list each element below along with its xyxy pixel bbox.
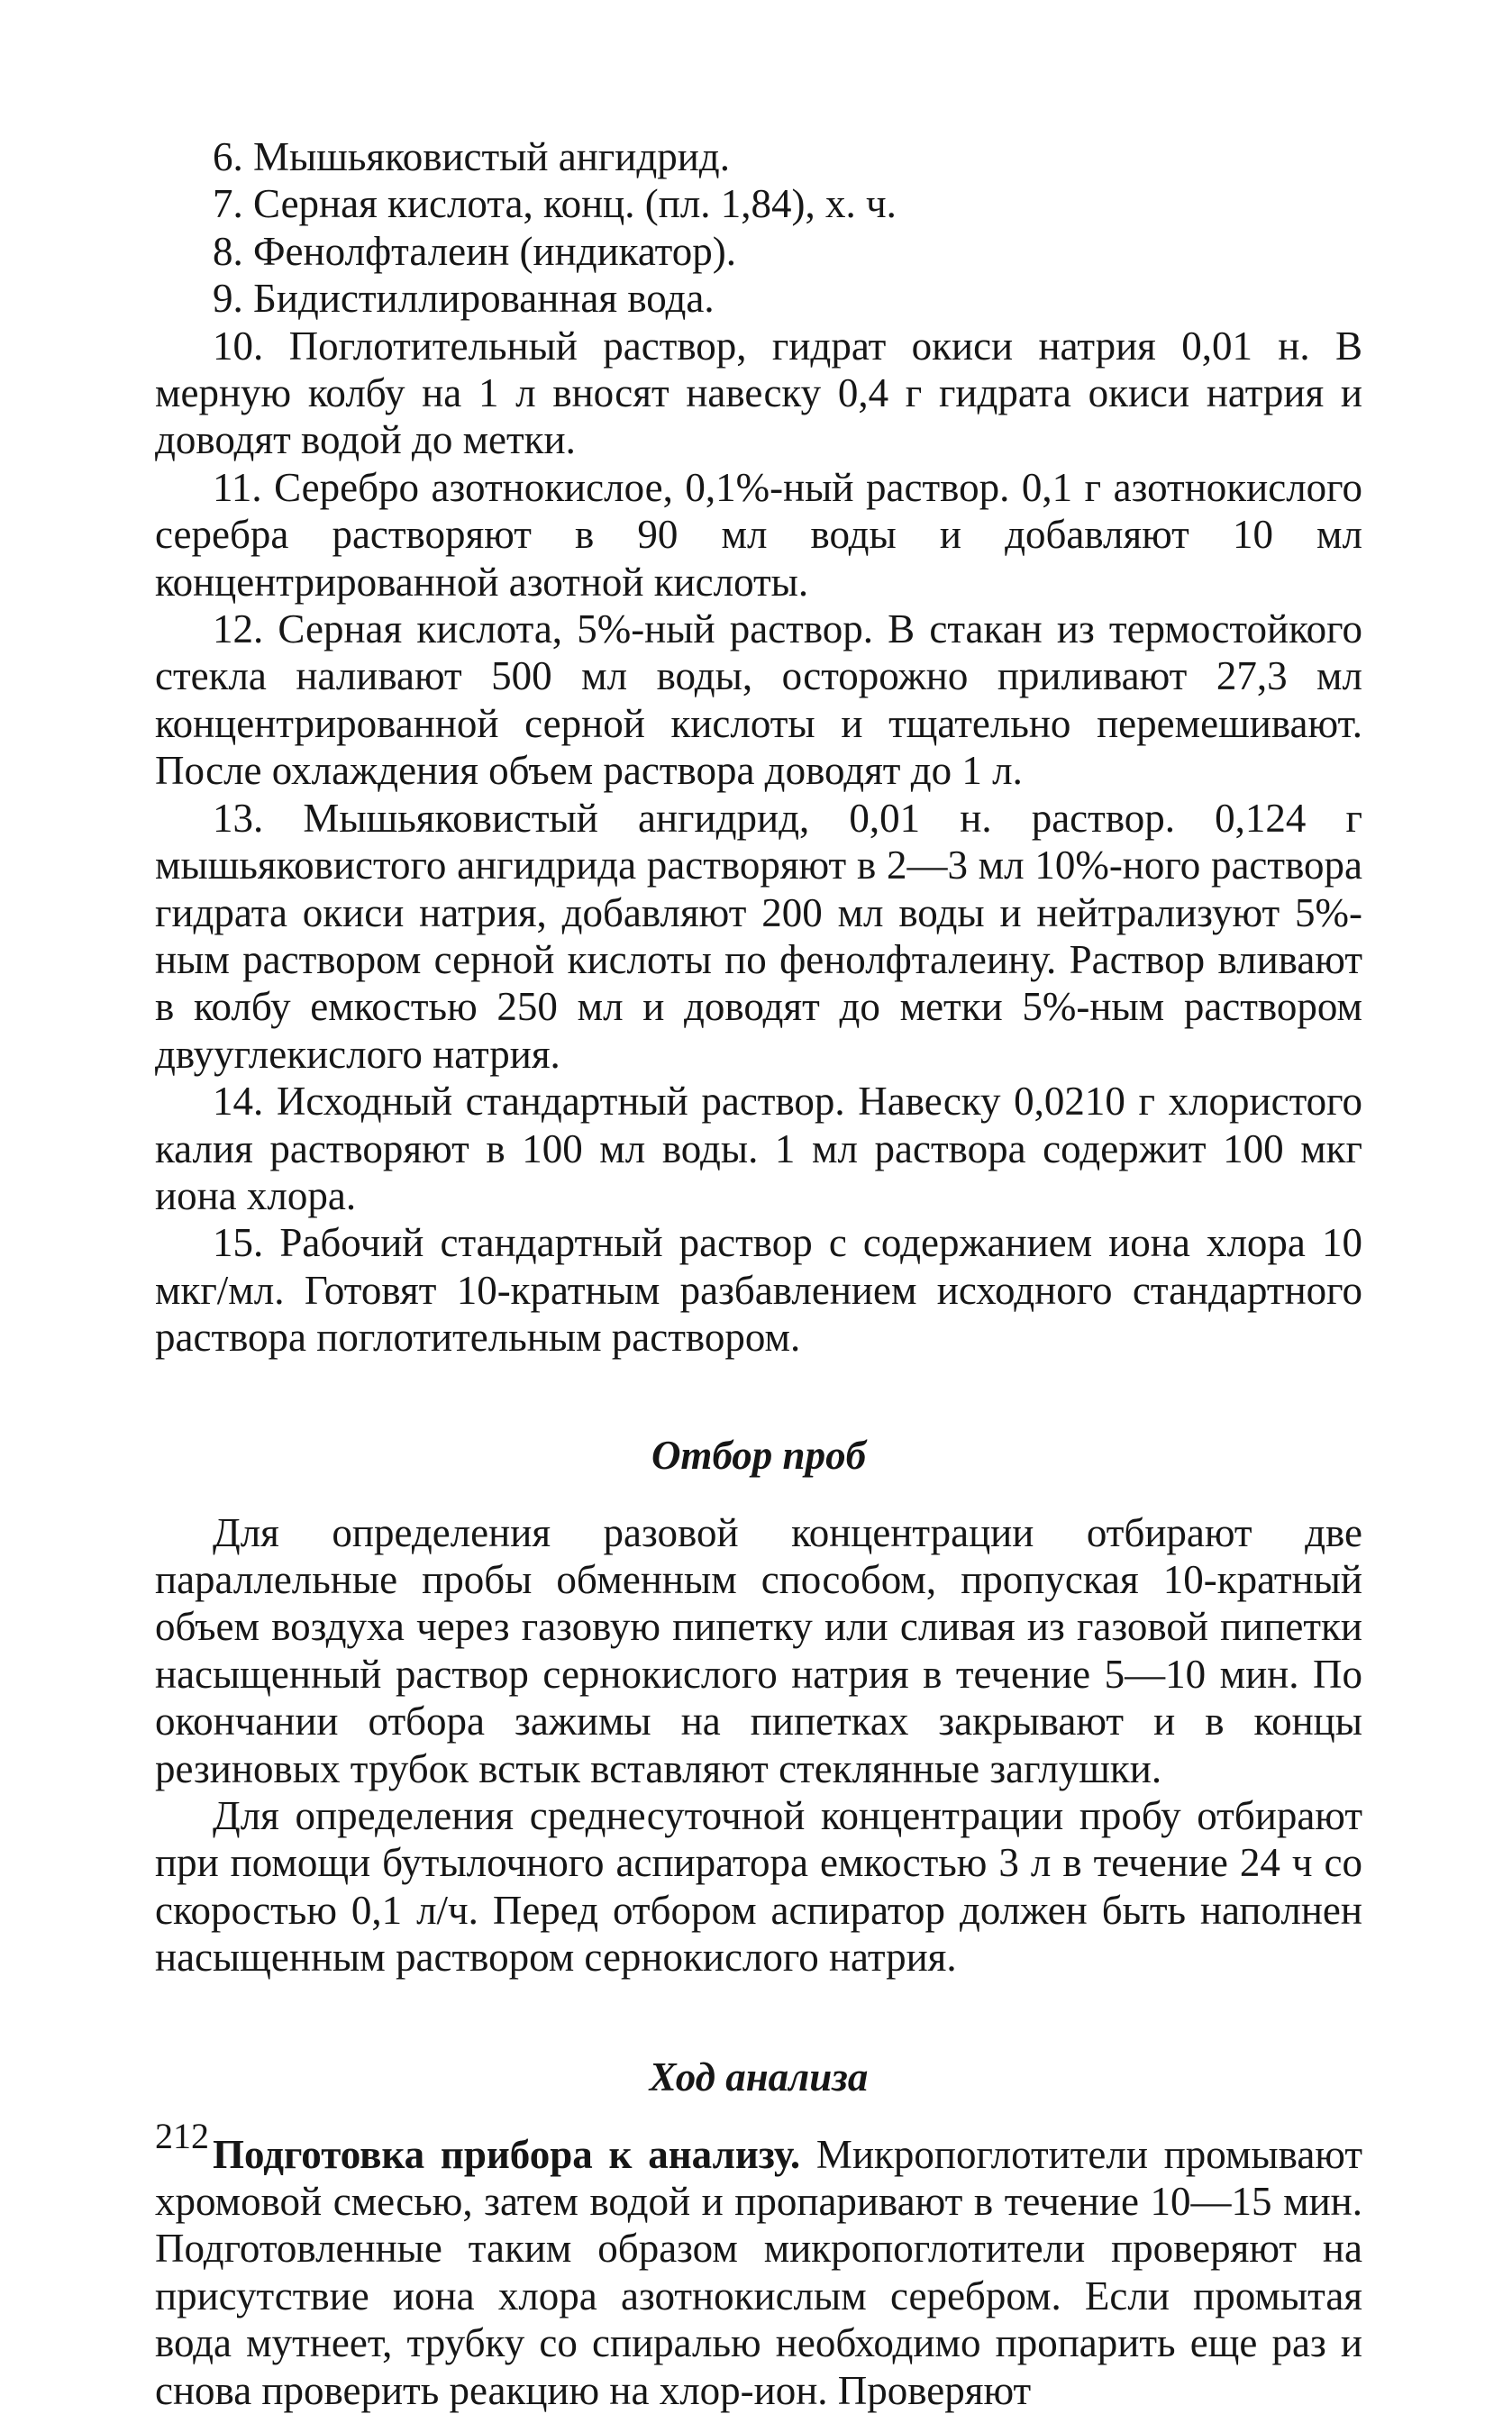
section-heading-sampling: Отбор проб bbox=[651, 1432, 867, 1478]
analysis-paragraph bbox=[155, 2131, 1362, 2414]
analysis-lead-text: Микропоглотители промывают хромовой смесью, затем водой и пропаривают в течение 10—15 мин. Подготовленные таким образом микропоглотители проверяют на присутствие иона хлора азотнокислым серебром. Если промытая вода мутнеет, трубку со спиралью необходимо пропарить еще раз и снова проверить реакцию на хлор-ион. Проверяют bbox=[155, 2131, 1362, 2413]
section-heading-analysis: Ход анализа bbox=[649, 2054, 869, 2100]
page-number: 212 bbox=[155, 2116, 209, 2156]
list-item-14: 14. Исходный стандартный раствор. Навеску 0,0210 г хлористого калия растворяют в 100 мл воды. 1 мл раствора содержит 100 мкг иона хлора. bbox=[155, 1079, 1362, 1218]
list-item-8: 8. Фенолфталеин (индикатор). bbox=[213, 228, 736, 274]
list-item-11: 11. Серебро азотнокислое, 0,1%-ный раствор. 0,1 г азотнокислого серебра растворяют в 90 мл воды и добавляют 10 мл концентрированной азотной кислоты. bbox=[155, 464, 1362, 605]
page-body bbox=[155, 133, 1362, 2414]
list-item-12: 12. Серная кислота, 5%-ный раствор. В стакан из термостойкого стекла наливают 500 мл воды, осторожно приливают 27,3 мл концентрированной серной кислоты и тщательно перемешивают. После охлаждения объем раствора доводят до 1 л. bbox=[155, 606, 1362, 794]
sampling-paragraph-1: Для определения разовой концентрации отбирают две параллельные пробы обменным способом, пропуская 10-кратный объем воздуха через газовую пипетку или сливая из газовой пипетки насыщенный раствор сернокислого натрия в течение 5—10 мин. По окончании отбора зажимы на пипетках закрывают и в концы резиновых трубок встык вставляют стеклянные заглушки. bbox=[155, 1509, 1362, 1791]
list-item-6: 6. Мышьяковистый ангидрид. bbox=[213, 134, 730, 179]
list-item-7: 7. Серная кислота, конц. (пл. 1,84), х. ч. bbox=[213, 181, 897, 227]
list-item-9: 9. Бидистиллированная вода. bbox=[213, 276, 715, 322]
analysis-lead-title: Подготовка прибора к анализу. bbox=[213, 2131, 801, 2177]
list-item-15: 15. Рабочий стандартный раствор с содержанием иона хлора 10 мкг/мл. Готовят 10-кратным разбавлением исходного стандартного раствора поглотительным раствором. bbox=[155, 1220, 1362, 1361]
sampling-paragraph-2: Для определения среднесуточной концентрации пробу отбирают при помощи бутылочного аспиратора емкостью 3 л в течение 24 ч со скоростью 0,1 л/ч. Перед отбором аспиратор должен быть наполнен насыщенным раствором сернокислого натрия. bbox=[155, 1793, 1362, 1981]
list-item-10: 10. Поглотительный раствор, гидрат окиси натрия 0,01 н. В мерную колбу на 1 л вносят навеску 0,4 г гидрата окиси натрия и доводят водой до метки. bbox=[155, 323, 1362, 463]
list-item-13: 13. Мышьяковистый ангидрид, 0,01 н. раствор. 0,124 г мышьяковистого ангидрида растворяют в 2—3 мл 10%-ного раствора гидрата окиси натрия, добавляют 200 мл воды и нейтрализуют 5%-ным раствором серной кислоты по фенолфталеину. Раствор вливают в колбу емкостью 250 мл и доводят до метки 5%-ным раствором двууглекислого натрия. bbox=[155, 795, 1362, 1077]
